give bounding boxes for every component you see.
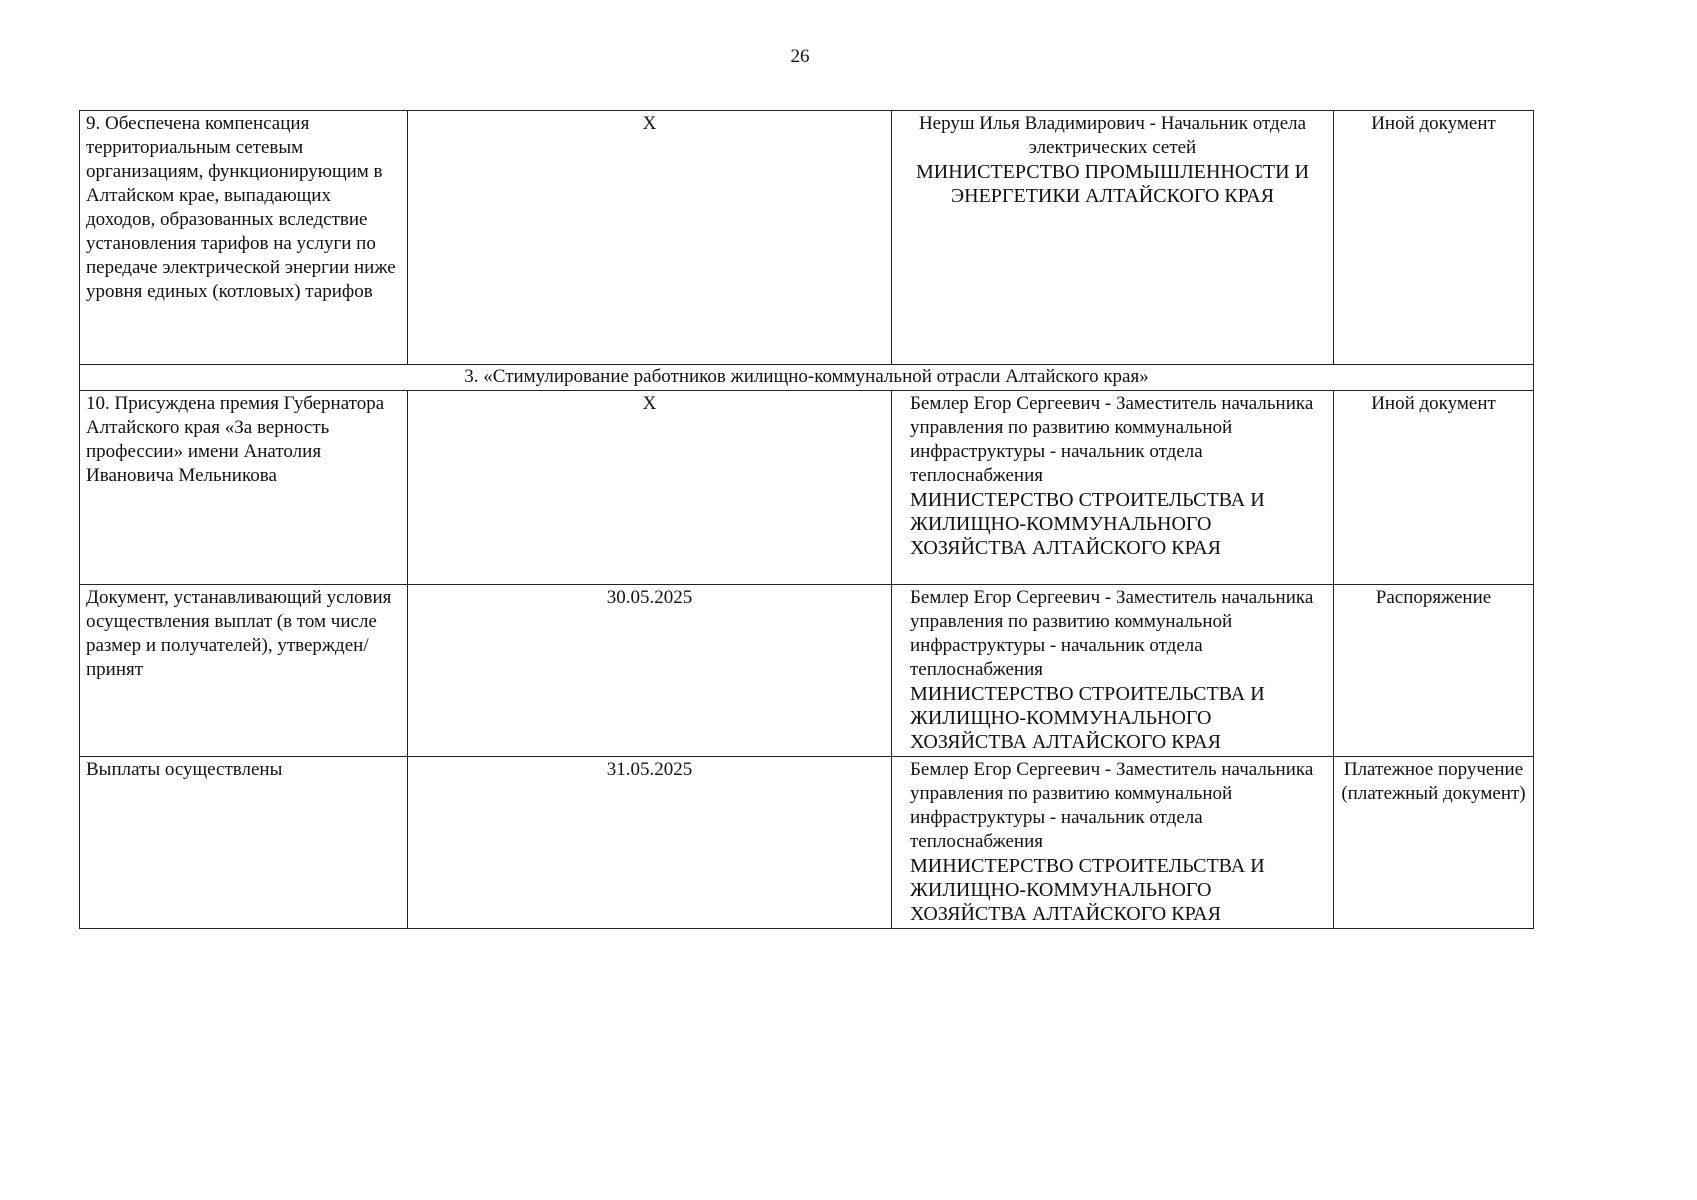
table-row [80,111,1534,365]
date-text: X [642,113,657,134]
responsible-org: МИНИСТЕРСТВО ПРОМЫШЛЕННОСТИ И ЭНЕРГЕТИКИ АЛТАЙСКОГО КРАЯ [915,161,1310,207]
date-cell [408,391,892,585]
section-title: 3. «Стимулирование работников жилищно-коммунальной отрасли Алтайского края» [80,365,1534,391]
responsible-cell [892,757,1334,929]
date-cell [408,757,892,929]
doc-type-cell [1334,757,1534,929]
event-text: 9. Обеспечена компенсация территориальным сетевым организациям, функционирующим в Алтайском крае, выпадающих доходов, образованных вследствие установления тарифов на услуги по передаче электрической энергии ниже уровня единых (котловых) тарифов [86,113,396,302]
date-text: 30.05.2025 [606,587,693,608]
doc-type-text: Платежное поручение (платежный документ) [1341,759,1526,804]
responsible-cell [892,111,1334,365]
table-row [80,585,1534,757]
responsible-org: МИНИСТЕРСТВО СТРОИТЕЛЬСТВА И ЖИЛИЩНО-КОММУНАЛЬНОГО ХОЗЯЙСТВА АЛТАЙСКОГО КРАЯ [910,855,1265,925]
date-cell [408,585,892,757]
table-row [80,757,1534,929]
event-text: Выплаты осуществлены [86,759,283,780]
doc-type-cell [1334,585,1534,757]
page-number: 26 [790,46,810,67]
responsible-cell [892,391,1334,585]
event-text: Документ, устанавливающий условия осуществления выплат (в том числе размер и получателей), утвержден/принят [86,587,392,680]
responsible-cell [892,585,1334,757]
responsible-person: Бемлер Егор Сергеевич - Заместитель начальника управления по развитию коммунальной инфраструктуры - начальник отдела теплоснабжения [910,393,1314,486]
event-cell [80,391,408,585]
doc-type-text: Иной документ [1371,113,1496,134]
date-text: 31.05.2025 [606,759,693,780]
date-cell [408,111,892,365]
control-points-table [79,110,1534,929]
event-text: 10. Присуждена премия Губернатора Алтайского края «За верность профессии» имени Анатолия Ивановича Мельникова [86,393,385,486]
table-row [80,391,1534,585]
responsible-org: МИНИСТЕРСТВО СТРОИТЕЛЬСТВА И ЖИЛИЩНО-КОММУНАЛЬНОГО ХОЗЯЙСТВА АЛТАЙСКОГО КРАЯ [910,683,1265,753]
event-cell [80,111,408,365]
event-cell [80,757,408,929]
doc-type-cell [1334,111,1534,365]
date-text: X [642,393,657,414]
responsible-org: МИНИСТЕРСТВО СТРОИТЕЛЬСТВА И ЖИЛИЩНО-КОММУНАЛЬНОГО ХОЗЯЙСТВА АЛТАЙСКОГО КРАЯ [910,489,1265,559]
doc-type-text: Иной документ [1371,393,1496,414]
responsible-person: Неруш Илья Владимирович - Начальник отдела электрических сетей [918,113,1307,158]
event-cell [80,585,408,757]
doc-type-text: Распоряжение [1375,587,1492,608]
responsible-person: Бемлер Егор Сергеевич - Заместитель начальника управления по развитию коммунальной инфраструктуры - начальник отдела теплоснабжения [910,759,1314,852]
doc-type-cell [1334,391,1534,585]
responsible-person: Бемлер Егор Сергеевич - Заместитель начальника управления по развитию коммунальной инфраструктуры - начальник отдела теплоснабжения [910,587,1314,680]
section-header-row [80,365,1534,391]
